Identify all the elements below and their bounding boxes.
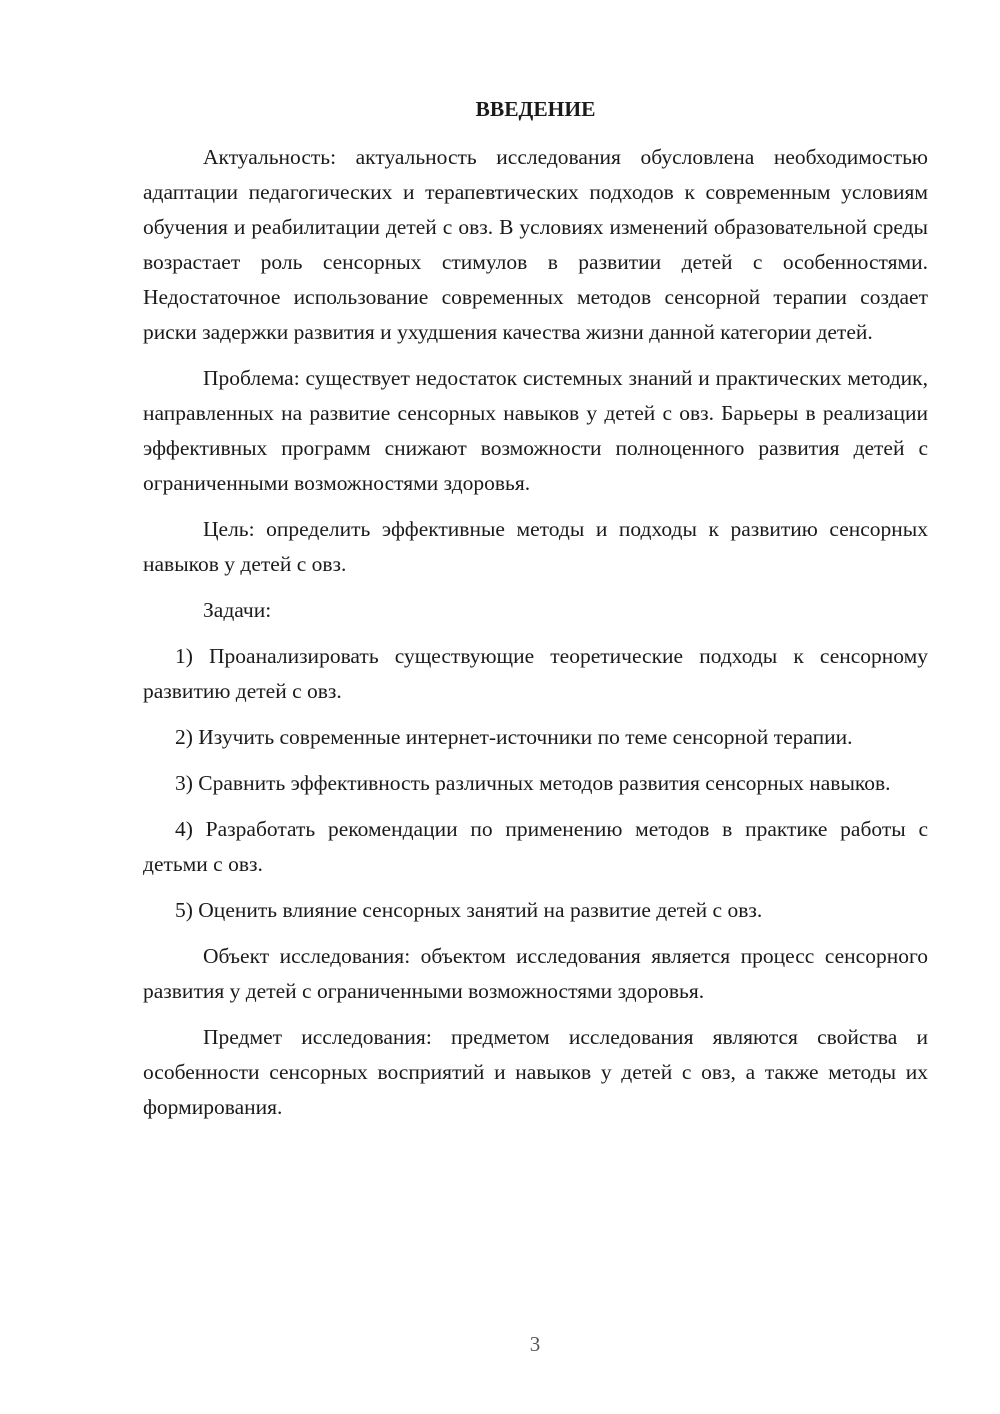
document-page [143,92,928,1136]
task-item-4: 4) Разработать рекомендации по применению методов в практике работы с детьми с овз. [143,817,928,876]
problem-paragraph: Проблема: существует недостаток системных знаний и практических методик, направленных на развитие сенсорных навыков у детей с овз. Барьеры в реализации эффективных программ снижают возможности полноценного развития детей с ограниченными возможностями здоровья. [143,366,928,495]
relevance-paragraph: Актуальность: актуальность исследования обусловлена необходимостью адаптации педагогических и терапевтических подходов к современным условиям обучения и реабилитации детей с овз. В условиях изменений образовательной среды возрастает роль сенсорных стимулов в развитии детей с особенностями. Недостаточное использование современных методов сенсорной терапии создает риски задержки развития и ухудшения качества жизни данной категории детей. [143,145,928,344]
page-number: 3 [529,1332,541,1356]
object-paragraph: Объект исследования: объектом исследования является процесс сенсорного развития у детей с ограниченными возможностями здоровья. [143,944,928,1003]
task-item-3: 3) Сравнить эффективность различных методов развития сенсорных навыков. [175,771,891,795]
subject-paragraph: Предмет исследования: предметом исследования являются свойства и особенности сенсорных восприятий и навыков у детей с овз, а также методы их формирования. [143,1025,928,1119]
task-item-2: 2) Изучить современные интернет-источники по теме сенсорной терапии. [175,725,853,749]
goal-paragraph: Цель: определить эффективные методы и подходы к развитию сенсорных навыков у детей с овз. [143,517,928,576]
task-item-5: 5) Оценить влияние сенсорных занятий на развитие детей с овз. [175,898,763,922]
tasks-label: Задачи: [203,598,272,622]
task-item-1: 1) Проанализировать существующие теоретические подходы к сенсорному развитию детей с овз. [143,644,928,703]
section-heading: ВВЕДЕНИЕ [475,97,596,121]
